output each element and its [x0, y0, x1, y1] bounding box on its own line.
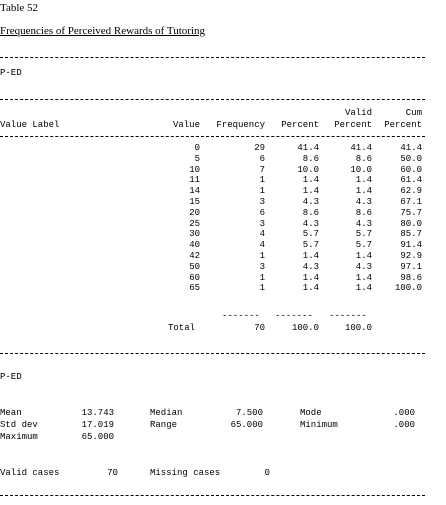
cell-value: 10 — [189, 164, 200, 175]
table-row — [0, 251, 422, 262]
dash-percent: ------- — [275, 311, 313, 321]
total-valid: 100.0 — [344, 323, 372, 333]
table-row — [0, 208, 422, 219]
cell-valid-percent: 4.3 — [355, 261, 372, 272]
cell-frequency: 1 — [259, 283, 265, 294]
cell-valid-percent: 1.4 — [355, 272, 372, 283]
header-frequency: Frequency — [216, 120, 265, 130]
cell-cum-percent: 75.7 — [400, 207, 422, 218]
cell-frequency: 1 — [259, 175, 265, 186]
rule-header-bottom — [0, 136, 425, 137]
cell-value: 60 — [189, 272, 200, 283]
table-row — [0, 229, 422, 240]
cell-frequency: 3 — [259, 218, 265, 229]
cell-valid-percent: 1.4 — [355, 186, 372, 197]
table-row — [0, 143, 422, 154]
stat-stddev-label: Std dev — [0, 420, 38, 430]
table-row — [0, 262, 422, 273]
cell-percent: 4.3 — [302, 261, 319, 272]
cell-cum-percent: 100.0 — [394, 283, 422, 294]
stat-stddev-value: 17.019 — [81, 420, 114, 430]
cell-percent: 4.3 — [302, 218, 319, 229]
cell-frequency: 4 — [259, 229, 265, 240]
cell-frequency: 7 — [259, 164, 265, 175]
rule-mid — [0, 353, 425, 354]
missing-cases-value: 0 — [264, 468, 270, 478]
table-row — [0, 186, 422, 197]
cell-value: 40 — [189, 240, 200, 251]
cell-valid-percent: 1.4 — [355, 283, 372, 294]
cell-valid-percent: 5.7 — [355, 229, 372, 240]
rule-top — [0, 57, 425, 58]
cell-cum-percent: 92.9 — [400, 250, 422, 261]
cell-valid-percent: 4.3 — [355, 218, 372, 229]
rule-header-top — [0, 99, 425, 100]
table-row — [0, 165, 422, 176]
rule-bottom — [0, 495, 425, 496]
table-row — [0, 154, 422, 165]
table-row — [0, 273, 422, 284]
valid-cases-value: 70 — [107, 468, 118, 478]
cell-cum-percent: 41.4 — [400, 143, 422, 153]
cell-cum-percent: 80.0 — [400, 218, 422, 229]
stat-mode-value: .000 — [393, 408, 415, 418]
cell-valid-percent: 4.3 — [355, 196, 372, 207]
cell-percent: 1.4 — [302, 283, 319, 294]
total-label: Total — [168, 323, 196, 333]
cell-frequency: 1 — [259, 272, 265, 283]
cell-percent: 10.0 — [297, 164, 319, 175]
cell-frequency: 1 — [259, 250, 265, 261]
stat-minimum-label: Minimum — [300, 420, 338, 430]
total-percent: 100.0 — [291, 323, 319, 333]
variable-name: P-ED — [0, 68, 22, 78]
cell-percent: 1.4 — [302, 250, 319, 261]
table-row — [0, 219, 422, 230]
header-valid-line2: Percent — [334, 120, 372, 130]
cell-cum-percent: 98.6 — [400, 272, 422, 283]
dash-valid: ------- — [329, 311, 367, 321]
stat-median-label: Median — [150, 408, 183, 418]
cell-valid-percent: 1.4 — [355, 250, 372, 261]
cell-valid-percent: 1.4 — [355, 175, 372, 186]
stat-mean-label: Mean — [0, 408, 22, 418]
total-frequency: 70 — [254, 323, 265, 333]
cell-cum-percent: 67.1 — [400, 196, 422, 207]
cell-percent: 1.4 — [302, 175, 319, 186]
cell-value: 50 — [189, 261, 200, 272]
stat-range-label: Range — [150, 420, 178, 430]
cell-frequency: 3 — [259, 196, 265, 207]
cell-value: 42 — [189, 250, 200, 261]
missing-cases-label: Missing cases — [150, 468, 221, 478]
table-row — [0, 197, 422, 208]
variable-name-stats: P-ED — [0, 372, 22, 382]
header-percent: Percent — [281, 120, 319, 130]
cell-frequency: 1 — [259, 186, 265, 197]
cell-percent: 1.4 — [302, 186, 319, 197]
cell-cum-percent: 60.0 — [400, 164, 422, 175]
table-row — [0, 283, 422, 294]
frequency-table — [0, 143, 422, 294]
cell-valid-percent: 8.6 — [355, 153, 372, 164]
cell-percent: 8.6 — [302, 207, 319, 218]
cell-frequency: 3 — [259, 261, 265, 272]
cell-value: 5 — [194, 153, 200, 164]
stat-minimum-value: .000 — [393, 420, 415, 430]
table-title: Frequencies of Perceived Rewards of Tutoring — [0, 25, 205, 37]
cell-value: 20 — [189, 207, 200, 218]
stat-median-value: 7.500 — [235, 408, 263, 418]
dash-frequency: ------- — [222, 311, 260, 321]
cell-value: 14 — [189, 186, 200, 197]
cell-valid-percent: 10.0 — [350, 164, 372, 175]
stat-maximum-value: 65.000 — [81, 432, 114, 442]
cell-cum-percent: 61.4 — [400, 175, 422, 186]
cell-percent: 8.6 — [302, 153, 319, 164]
cell-cum-percent: 91.4 — [400, 240, 422, 251]
cell-percent: 41.4 — [297, 143, 319, 153]
cell-percent: 1.4 — [302, 272, 319, 283]
cell-value: 65 — [189, 283, 200, 294]
cell-cum-percent: 85.7 — [400, 229, 422, 240]
header-cum-line1: Cum — [405, 108, 422, 118]
table-label: Table 52 — [0, 2, 39, 14]
cell-value: 30 — [189, 229, 200, 240]
cell-value: 15 — [189, 196, 200, 207]
table-row — [0, 175, 422, 186]
cell-valid-percent: 8.6 — [355, 207, 372, 218]
cell-frequency: 6 — [259, 207, 265, 218]
cell-value: 11 — [189, 175, 200, 186]
cell-cum-percent: 97.1 — [400, 261, 422, 272]
table-row — [0, 240, 422, 251]
cell-frequency: 6 — [259, 153, 265, 164]
cell-valid-percent: 5.7 — [355, 240, 372, 251]
cell-percent: 5.7 — [302, 240, 319, 251]
stat-range-value: 65.000 — [230, 420, 263, 430]
header-value: Value — [172, 120, 200, 130]
cell-valid-percent: 41.4 — [350, 143, 372, 153]
stat-maximum-label: Maximum — [0, 432, 38, 442]
cell-cum-percent: 50.0 — [400, 153, 422, 164]
valid-cases-label: Valid cases — [0, 468, 60, 478]
cell-percent: 4.3 — [302, 196, 319, 207]
cell-frequency: 4 — [259, 240, 265, 251]
cell-value: 25 — [189, 218, 200, 229]
header-valid-line1: Valid — [344, 108, 372, 118]
header-cum-line2: Percent — [384, 120, 422, 130]
cell-frequency: 29 — [254, 143, 265, 153]
cell-cum-percent: 62.9 — [400, 186, 422, 197]
cell-percent: 5.7 — [302, 229, 319, 240]
stat-mean-value: 13.743 — [81, 408, 114, 418]
stat-mode-label: Mode — [300, 408, 322, 418]
header-value-label: Value Label — [0, 120, 60, 130]
cell-value: 0 — [194, 143, 200, 153]
